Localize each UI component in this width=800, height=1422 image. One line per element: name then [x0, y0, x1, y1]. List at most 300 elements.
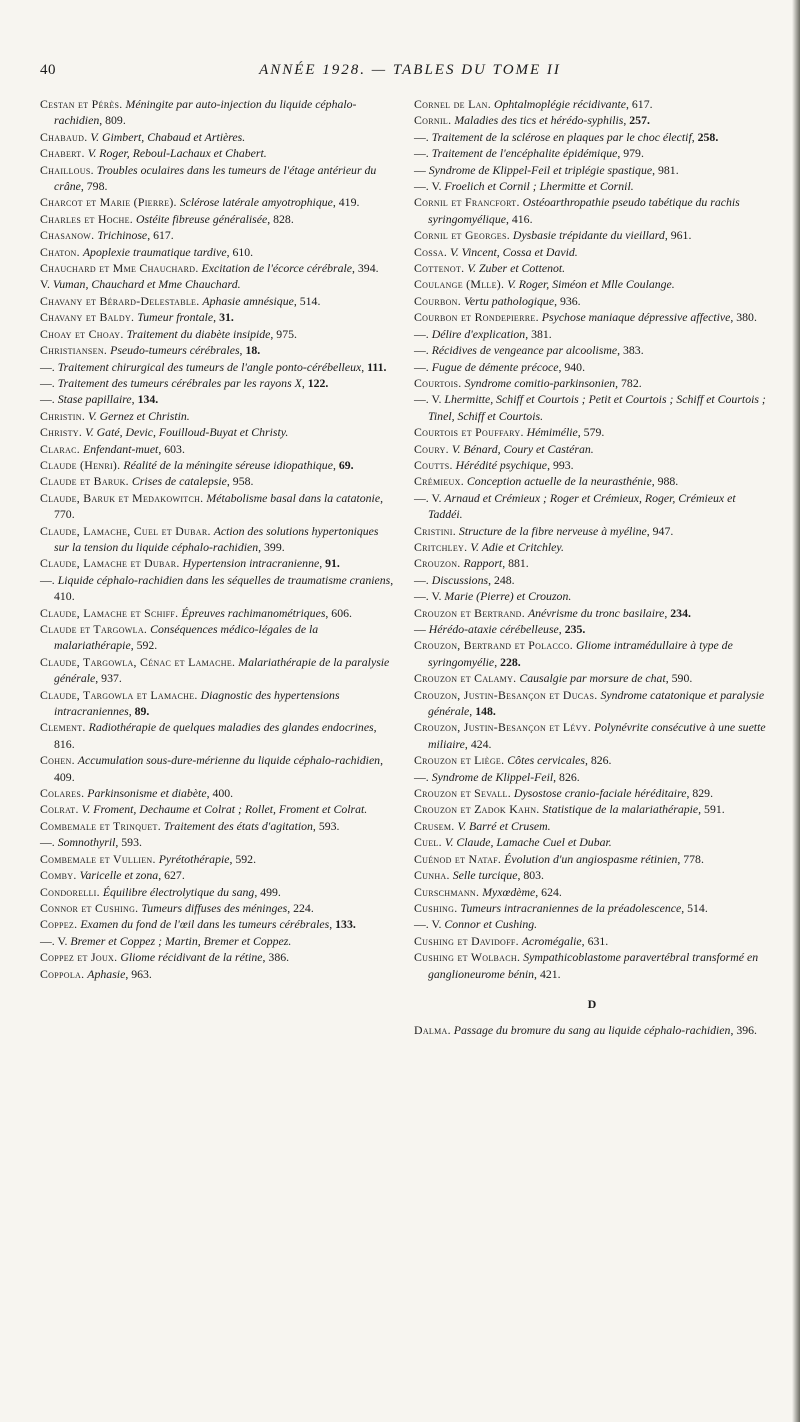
entry-title: Crises de catalepsie: [131, 474, 227, 489]
entry-author: Crouzon et Calamy.: [414, 671, 517, 686]
index-entry: [40, 490, 396, 523]
entry-page: , 828.: [267, 211, 294, 226]
entry-prefix: —. V.: [414, 179, 445, 194]
entry-author: Chauchard et Mme Chauchard.: [40, 261, 199, 276]
entry-author: Crouzon et Liège.: [414, 753, 505, 768]
index-entry: [414, 949, 770, 982]
index-entry: [40, 326, 396, 342]
entry-page: ,: [213, 310, 220, 325]
entry-author: Coppez et Joux.: [40, 950, 118, 965]
page-number: 40: [40, 62, 56, 78]
entry-title: V. Roger, Siméon et Mlle Coulange.: [507, 277, 675, 292]
entry-title: Métabolisme basal dans la catatonie: [206, 490, 381, 505]
index-entry: [414, 818, 770, 834]
index-entry: [40, 359, 396, 375]
entry-title: Marie (Pierre) et Crouzon.: [444, 589, 572, 604]
entry-page: , 590.: [665, 671, 693, 686]
entry-page: , 419.: [332, 195, 360, 210]
entry-author: Curschmann.: [414, 884, 480, 899]
entry-page: , 579.: [577, 425, 605, 440]
entry-author: Claude et Targowla.: [40, 622, 148, 636]
entry-title: Radiothérapie de quelques maladies des glandes endocrines: [88, 720, 374, 735]
entry-title: Troubles oculaires dans les tumeurs de l'étage antérieur du crâne: [54, 162, 377, 194]
entry-author: Cushing et Davidoff.: [414, 933, 519, 948]
entry-page: , 826.: [553, 769, 580, 784]
entry-title: Syndrome comitio-parkinsonien: [464, 375, 616, 390]
entry-author: Chabert.: [40, 146, 85, 161]
entry-prefix: —.: [414, 769, 432, 784]
entry-title: Liquide céphalo-rachidien dans les séquelles de traumatisme craniens: [57, 572, 391, 587]
entry-author: Chasanow.: [40, 228, 95, 243]
entry-title: V. Barré et Crusem.: [457, 818, 551, 833]
entry-title: Varicelle et zona: [79, 868, 159, 883]
entry-prefix: —. V.: [414, 589, 445, 604]
entry-page-bold: 235.: [564, 622, 586, 636]
index-entry: [40, 933, 396, 949]
index-entry: [40, 276, 396, 292]
entry-prefix: —.: [414, 326, 432, 341]
index-entry: [40, 342, 396, 358]
entry-title: Maladies des tics et hérédo-syphilis: [454, 113, 624, 128]
entry-author: Chabaud.: [40, 129, 88, 144]
index-entry: [414, 326, 770, 342]
entry-title: Traitement du diabète insipide: [126, 326, 271, 341]
index-entry: [40, 391, 396, 407]
entry-title: Statistique de la malariathérapie: [542, 802, 699, 817]
entry-author: Clarac.: [40, 441, 81, 456]
index-entry: [40, 309, 396, 325]
entry-title: Vertu pathologique: [463, 293, 555, 308]
index-entry: [40, 752, 396, 785]
entry-page-bold: 228.: [500, 654, 521, 669]
entry-title: Lhermitte, Schiff et Courtois ; Petit et Courtois ; Schiff et Courtois ; Tinel, Schiff et Courtois.: [428, 392, 766, 423]
index-entry: [40, 719, 396, 752]
entry-author: Claude, Targowla, Cénac et Lamache.: [40, 654, 236, 669]
entry-title: Fugue de démente précoce: [431, 359, 559, 374]
entry-author: Charles et Hoche.: [40, 211, 133, 226]
entry-prefix: —: [414, 622, 429, 636]
entry-title: Tumeur frontale: [137, 310, 214, 325]
entry-page: , 631.: [581, 933, 609, 948]
index-entry: [40, 523, 396, 556]
entry-title: Diagnostic des hypertensions intracraniennes: [54, 687, 340, 719]
entry-title: Enfendant-muet: [82, 441, 159, 456]
index-entry: [414, 769, 770, 785]
entry-title: Trichinose: [97, 228, 148, 243]
entry-author: Coulange (Mlle).: [414, 277, 505, 292]
entry-author: Chavany et Bérard-Delestable.: [40, 293, 200, 308]
index-entry: [40, 96, 396, 129]
index-entry: [414, 916, 770, 932]
entry-author: Christiansen.: [40, 343, 108, 358]
entry-author: Crouzon et Zadok Kahn.: [414, 802, 540, 817]
entry-title: Structure de la fibre nerveuse à myéline: [458, 523, 647, 538]
entry-page-bold: 122.: [307, 375, 329, 390]
index-entry: [40, 260, 396, 276]
entry-title: V. Adie et Critchley.: [470, 539, 564, 554]
entry-page: , 603.: [158, 441, 185, 456]
entry-author: Claude, Lamache et Dubar.: [40, 556, 180, 571]
index-entry: [414, 309, 770, 325]
entry-title: Vuman, Chauchard et Mme Chauchard.: [52, 277, 241, 292]
entry-title: Excitation de l'écorce cérébrale: [201, 261, 352, 276]
entry-page: , 617.: [626, 97, 653, 111]
index-entry: [40, 145, 396, 161]
entry-title: Conséquences médico-légales de la malariathérapie: [54, 622, 319, 653]
entry-page-bold: 31.: [219, 310, 234, 325]
index-entry: [40, 867, 396, 883]
entry-page: , 798.: [80, 179, 108, 194]
entry-author: Coppola.: [40, 966, 85, 981]
entry-page: , 809.: [99, 113, 126, 128]
entry-page-bold: 133.: [335, 917, 356, 932]
index-entry: [40, 900, 396, 916]
entry-page: , 248.: [488, 572, 515, 587]
entry-title: Hémimélie: [526, 425, 578, 440]
entry-author: Cottenot.: [414, 261, 465, 276]
entry-title: Pyrétothérapie: [158, 851, 230, 866]
index-entry: [414, 359, 770, 375]
index-entry: [414, 129, 770, 145]
index-entry: [40, 441, 396, 457]
entry-page: , 424.: [464, 736, 492, 751]
index-entry: [40, 916, 396, 932]
entry-page: ,: [469, 704, 476, 719]
entry-page: , 592.: [229, 851, 257, 866]
entry-title: Côtes cervicales: [507, 753, 585, 768]
entry-prefix: —.: [414, 129, 432, 144]
index-entry: [414, 884, 770, 900]
index-entry: [414, 227, 770, 243]
entry-page: ,: [623, 113, 630, 128]
entry-title: Myxœdème: [482, 884, 536, 899]
entry-page: , 383.: [617, 343, 644, 358]
index-column-right: [414, 96, 770, 1039]
entry-title: Malariathérapie de la paralysie générale: [54, 654, 390, 686]
entry-page: , 591.: [698, 802, 725, 817]
entry-title: Ostéoarthropathie pseudo tabétique du rachis syringomyélique: [428, 195, 740, 226]
entry-author: Courbon et Rondepierre.: [414, 310, 539, 325]
entry-page: , 224.: [287, 900, 314, 915]
index-entry: [414, 276, 770, 292]
entry-author: Cunha.: [414, 868, 450, 883]
entry-title: Sclérose latérale amyotrophique: [179, 195, 333, 210]
index-entry: [414, 719, 770, 752]
entry-author: Crusem.: [414, 818, 455, 833]
entry-page: , 826.: [584, 753, 612, 768]
entry-page: ,: [494, 654, 501, 669]
entry-title: V. Gernez et Christin.: [88, 408, 190, 423]
entry-title: Évolution d'un angiospasme rétinien: [504, 851, 678, 866]
entry-page: , 394.: [352, 261, 379, 276]
entry-title: V. Gimbert, Chabaud et Artières.: [90, 129, 246, 144]
entry-author: Coppez.: [40, 917, 78, 932]
entry-page: , 400.: [206, 786, 234, 801]
entry-prefix: —.: [40, 375, 58, 390]
entry-title: Rapport: [463, 556, 503, 571]
index-entry: [40, 605, 396, 621]
entry-prefix: —.: [40, 392, 58, 407]
entry-prefix: —. V.: [414, 917, 445, 932]
entry-page: , 937.: [95, 671, 122, 686]
entry-page: , 624.: [535, 884, 562, 899]
entry-page: ,: [131, 392, 138, 407]
entry-title: V. Bénard, Coury et Castéran.: [451, 441, 594, 456]
entry-prefix: —.: [40, 572, 58, 587]
entry-author: Chaillous.: [40, 162, 94, 177]
entry-page: , 936.: [554, 293, 581, 308]
entry-author: Connor et Cushing.: [40, 900, 139, 915]
entry-author: Christy.: [40, 425, 83, 440]
index-entry: [414, 621, 770, 637]
entry-title: Somnothyril: [57, 835, 116, 850]
entry-page-bold: 69.: [338, 457, 354, 472]
entry-page: , 979.: [617, 146, 644, 161]
index-entry: [414, 162, 770, 178]
entry-author: Crouzon.: [414, 556, 461, 571]
section-heading: D: [587, 996, 597, 1011]
index-entry: [40, 884, 396, 900]
index-entry: [40, 129, 396, 145]
entry-title: V. Roger, Reboul-Lachaux et Chabert.: [87, 146, 267, 161]
index-entry: [40, 785, 396, 801]
entry-author: Cossa.: [414, 244, 448, 259]
index-entry: [40, 408, 396, 424]
entry-page: , 499.: [254, 884, 281, 899]
entry-author: Cestan et Pérès.: [40, 97, 123, 111]
index-entry: [414, 752, 770, 768]
index-entry: [414, 457, 770, 473]
entry-page: ,: [239, 343, 246, 358]
entry-page: ,: [329, 917, 336, 932]
index-entry: [414, 900, 770, 916]
entry-page: , 961.: [664, 228, 692, 243]
index-entry: [414, 555, 770, 571]
entry-prefix: —. V.: [414, 392, 445, 407]
entry-title: Gliome récidivant de la rétine: [120, 950, 263, 965]
entry-author: Crouzon, Justin-Besançon et Lévy.: [414, 720, 591, 735]
entry-prefix: —.: [40, 835, 58, 850]
entry-title: Selle turcique: [452, 868, 518, 883]
entry-page-bold: 134.: [137, 392, 159, 407]
entry-title: V. Vincent, Cossa et David.: [450, 244, 578, 259]
entry-title: Sympathicoblastome paravertébral transformé en ganglioneurome bénin: [428, 950, 759, 981]
entry-page: , 410.: [54, 572, 394, 604]
entry-title: Aphasie: [87, 966, 126, 981]
index-entry: [414, 260, 770, 276]
entry-page: , 514.: [293, 293, 321, 308]
entry-title: Apoplexie traumatique tardive: [82, 244, 227, 259]
entry-title: Acromégalie: [521, 933, 582, 948]
entry-page-bold: 91.: [325, 556, 340, 571]
entry-author: Chavany et Baldy.: [40, 310, 135, 325]
index-column-left: [40, 96, 396, 982]
index-entry: [414, 342, 770, 358]
index-entry: [40, 801, 396, 817]
entry-author: Combemale et Vullien.: [40, 851, 156, 866]
entry-author: Colrat.: [40, 802, 79, 817]
entry-page: ,: [361, 359, 368, 374]
index-entry: [40, 211, 396, 227]
index-entry: [414, 670, 770, 686]
entry-title: Dysbasie trépidante du vieillard: [512, 228, 665, 243]
entry-page: , 988.: [651, 474, 679, 489]
entry-title: Méningite par auto-injection du liquide céphalo-rachidien: [54, 97, 357, 128]
entry-title: Traitement des tumeurs cérébrales par les rayons X: [57, 375, 302, 390]
index-entry: [40, 966, 396, 982]
page-edge-shadow: [792, 0, 800, 1422]
page-header: [40, 62, 780, 82]
entry-prefix: —: [414, 162, 429, 177]
entry-page: ,: [664, 605, 671, 620]
entry-author: Crouzon, Bertrand et Polacco.: [414, 638, 574, 653]
entry-author: Claude, Lamache, Cuel et Dubar.: [40, 523, 211, 538]
entry-page: ,: [691, 129, 698, 144]
entry-prefix: —.: [414, 359, 432, 374]
entry-author: Dalma.: [414, 1023, 451, 1038]
entry-title: Hypertension intracranienne: [182, 556, 320, 571]
entry-page: , 881.: [502, 556, 529, 571]
running-title: ANNÉE 1928. — TABLES DU TOME II: [259, 62, 561, 78]
index-entry: [414, 801, 770, 817]
entry-title: Hérédité psychique: [455, 457, 548, 472]
index-entry: [414, 293, 770, 309]
entry-author: Cushing.: [414, 900, 458, 915]
index-entry: [40, 949, 396, 965]
entry-title: Syndrome de Klippel-Feil: [431, 769, 554, 784]
entry-title: Parkinsonisme et diabète: [87, 786, 207, 801]
index-entry: [414, 588, 770, 604]
entry-author: Clement.: [40, 720, 86, 735]
entry-page: , 947.: [646, 523, 674, 538]
index-entry: [414, 112, 770, 128]
entry-title: Arnaud et Crémieux ; Roger et Crémieux, Roger, Crémieux et Taddéi.: [428, 490, 736, 522]
entry-title: Ophtalmoplégie récidivante: [493, 97, 626, 111]
entry-author: Cristini.: [414, 523, 456, 538]
entry-title: Conception actuelle de la neurasthénie: [466, 474, 652, 489]
entry-title: Traitement des états d'agitation: [163, 818, 313, 833]
index-entry: [40, 244, 396, 260]
entry-title: Polynévrite consécutive à une suette miliaire: [428, 720, 766, 751]
entry-page: , 399.: [258, 539, 285, 554]
entry-page: , 627.: [158, 868, 185, 883]
entry-page: , 593.: [115, 835, 142, 850]
index-entry: [414, 572, 770, 588]
entry-author: Cornil et Georges.: [414, 228, 510, 243]
entry-author: Crémieux.: [414, 474, 464, 489]
entry-title: V. Claude, Lamache Cuel et Dubar.: [444, 835, 612, 850]
entry-title: Discussions: [431, 572, 489, 587]
entry-title: Syndrome de Klippel-Feil et triplégie spastique: [428, 162, 653, 177]
entry-page: , 803.: [517, 868, 544, 883]
entry-title: Passage du bromure du sang au liquide céphalo-rachidien: [453, 1023, 731, 1038]
index-entry: [414, 539, 770, 555]
index-entry: [414, 605, 770, 621]
entry-page: , 593.: [312, 818, 340, 833]
entry-title: Réalité de la méningite séreuse idiopathique: [123, 457, 333, 472]
entry-author: Christin.: [40, 408, 86, 423]
entry-title: Délire d'explication: [431, 326, 526, 341]
entry-title: V. Froment, Dechaume et Colrat ; Rollet, Froment et Colrat.: [81, 802, 368, 817]
index-entry: [414, 441, 770, 457]
index-entry: [40, 227, 396, 243]
index-entry: [414, 785, 770, 801]
entry-author: Claude, Lamache et Schiff.: [40, 605, 179, 620]
entry-prefix: —.: [40, 359, 58, 374]
entry-author: Crouzon et Bertrand.: [414, 605, 525, 620]
entry-page: , 940.: [558, 359, 586, 374]
index-entry: [40, 851, 396, 867]
entry-prefix: —.: [414, 146, 432, 161]
entry-author: Cornil.: [414, 113, 452, 128]
index-entry: [414, 490, 770, 523]
entry-author: Coutts.: [414, 457, 453, 472]
entry-author: Choay et Choay.: [40, 326, 124, 341]
entry-title: Ostéite fibreuse généralisée: [135, 211, 268, 226]
index-entry: [414, 178, 770, 194]
entry-title: Gliome intramédullaire à type de syringomyélie: [428, 638, 733, 669]
entry-author: Cohen.: [40, 753, 75, 768]
entry-title: Récidives de vengeance par alcoolisme: [431, 343, 618, 358]
entry-author: Critchley.: [414, 539, 468, 554]
index-entry: [40, 375, 396, 391]
entry-title: Hérédo-ataxie cérébelleuse: [428, 622, 559, 636]
entry-title: Connor et Cushing.: [444, 917, 538, 932]
entry-prefix: V.: [40, 277, 53, 292]
entry-author: Combemale et Trinquet.: [40, 818, 161, 833]
entry-title: Bremer et Coppez ; Martin, Bremer et Coppez.: [70, 933, 292, 948]
entry-page: , 381.: [525, 326, 552, 341]
entry-page: , 606.: [325, 605, 352, 620]
entry-page: , 770.: [54, 490, 384, 522]
entry-page: , 416.: [505, 211, 533, 226]
entry-title: Tumeurs diffuses des méninges: [141, 900, 288, 915]
index-entry: [414, 851, 770, 867]
entry-title: Anévrisme du tronc basilaire: [527, 605, 665, 620]
entry-author: Charcot et Marie (Pierre).: [40, 195, 177, 210]
entry-page: , 981.: [652, 162, 679, 177]
entry-page: , 380.: [730, 310, 757, 325]
entry-author: Crouzon, Justin-Besançon et Ducas.: [414, 687, 598, 702]
index-entry: [414, 1022, 770, 1038]
entry-author: Comby.: [40, 868, 77, 883]
index-entry: [414, 834, 770, 850]
entry-page: , 778.: [677, 851, 704, 866]
entry-author: Courtois.: [414, 375, 462, 390]
entry-page-bold: 148.: [475, 704, 496, 719]
entry-author: Courtois et Pouffary.: [414, 425, 524, 440]
entry-page: , 396.: [730, 1023, 757, 1038]
entry-title: V. Gaté, Devic, Fouilloud-Buyat et Christy.: [85, 425, 289, 440]
index-entry: [414, 933, 770, 949]
entry-title: Épreuves rachimanométriques: [181, 605, 326, 620]
entry-page: ,: [301, 375, 308, 390]
index-entry: [414, 244, 770, 260]
index-entry: [40, 162, 396, 195]
index-entry: [414, 523, 770, 539]
entry-author: Cornel de Lan.: [414, 97, 492, 111]
entry-author: Cushing et Wolbach.: [414, 950, 521, 965]
entry-page: , 958.: [226, 474, 254, 489]
index-entry: [414, 96, 770, 112]
entry-author: Colares.: [40, 786, 85, 801]
entry-title: Aphasie amnésique: [202, 293, 294, 308]
entry-page: , 975.: [270, 326, 297, 341]
entry-page: ,: [128, 704, 135, 719]
entry-page-bold: 18.: [245, 343, 261, 358]
index-entry: [40, 818, 396, 834]
entry-page: ,: [558, 622, 565, 636]
